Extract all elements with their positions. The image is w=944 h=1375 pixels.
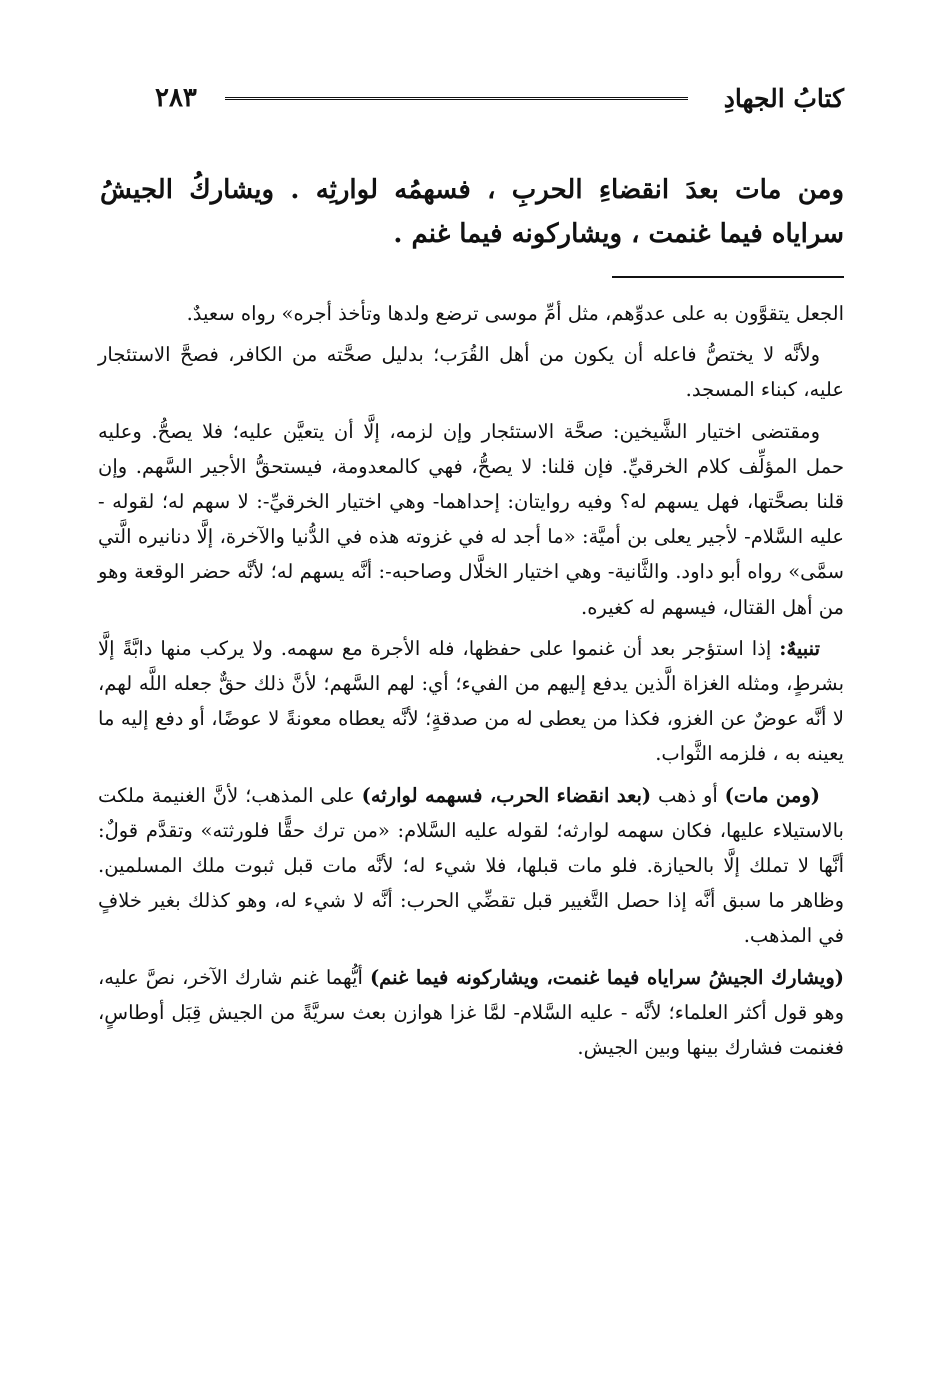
header-rule bbox=[225, 97, 688, 100]
note-label: تنبيهٌ: bbox=[779, 636, 820, 660]
footnote-separator bbox=[612, 276, 844, 278]
page-number: ٢٨٣ bbox=[155, 83, 197, 113]
page-header bbox=[155, 78, 844, 118]
commentary-paragraph: ومقتضى اختيار الشَّيخين: صحَّة الاستئجار وإن لزمه، إلَّا أن يتعيَّن عليه؛ فلا يصحُّ. وعليه حمل المؤلِّف كلام الخرقيِّ. فإن قلنا: لا يصحُّ، فهي كالمعدومة، فيستحقُّ الأجير السَّهم. وإن قلنا بصحَّتها، فهل يسهم له؟ وفيه روايتان: إحداهما- وهي اختيار الخرقيِّ-: لا سهم له؛ لقوله - عليه السَّلام- لأجير يعلى بن أميَّة: «ما أجد له في غزوته هذه في الدُّنيا والآخرة، إلَّا دنانيره الَّتي سمَّى» رواه أبو داود. والثَّانية- وهي اختيار الخلَّال وصاحبه-: أنَّه يسهم له؛ لأنَّه حضر الوقعة وهو من أهل القتال، فيسهم له كغيره. bbox=[98, 419, 844, 619]
commentary-text: على المذهب؛ لأنَّ الغنيمة ملكت بالاستيلاء عليها، فكان سهمه لوارثه؛ لقوله عليه السَّلام: «من ترك حقًّا فلورثته» وتقدَّم قولٌ: أنَّها لا تملك إلَّا بالحيازة. فلو مات قبلها، فلا شيء له؛ لأنَّه مات قبل ثبوت ملك المسلمين. وظاهر ما سبق أنَّه إذا حصل التَّغيير قبل تقضِّي الحرب: أنَّه لا شيء له، وهو كذلك بغير خلافٍ في المذهب. bbox=[98, 783, 844, 948]
main-text: ومن مات بعدَ انقضاءِ الحربِ ، فسهمُه لوارثِه . ويشاركُ الجيشُ سراياه فيما غنمت ، ويشاركونه فيما غنم . bbox=[100, 175, 844, 249]
quoted-matn: (بعد انقضاء الحرب، فسهمه لوارثه) bbox=[361, 783, 652, 807]
note-text: إذا استؤجر بعد أن غنموا على حفظها، فله الأجرة مع سهمه. ولا يركب منها دابَّةً إلَّا بشرطٍ، ومثله الغزاة الَّذين يدفع إليهم من الفيء؛ أي: لهم السَّهم؛ لأنَّ ذلك حقٌّ جعله اللَّه لهم، لا أنَّه عوضٌ عن الغزو، فكذا من يعطى له من صدقةٍ؛ لأنَّه يعطاه معونةً لا عوضًا، أو دفع إليه ما يعينه به ، فلزمه الثَّواب. bbox=[98, 636, 844, 766]
commentary-paragraph bbox=[98, 960, 844, 1066]
commentary bbox=[98, 296, 844, 1071]
quoted-matn: (ويشارك الجيشُ سراياه فيما غنمت، ويشاركونه فيما غنم) bbox=[369, 965, 844, 989]
commentary-paragraph bbox=[98, 778, 844, 954]
commentary-paragraph: ولأنَّه لا يختصُّ فاعله أن يكون من أهل القُرَب؛ بدليل صحَّته من الكافر، فصحَّ الاستئجار عليه، كبناء المسجد. bbox=[98, 343, 844, 402]
commentary-paragraph: الجعل يتقوَّون به على عدوِّهم، مثل أمِّ موسى ترضع ولدها وتأخذ أجره» رواه سعيدٌ. bbox=[186, 302, 844, 325]
commentary-text: أيُّهما غنم شارك الآخر، نصَّ عليه، وهو قول أكثر العلماء؛ لأنَّه - عليه السَّلام- لمَّا غزا هوازن بعث سريَّةً من الجيش قِبَل أوطاسٍ، فغنمت فشارك بينها وبين الجيش. bbox=[98, 965, 844, 1060]
quoted-matn: (ومن مات) bbox=[724, 783, 820, 807]
commentary-text: أو ذهب bbox=[651, 783, 725, 807]
commentary-paragraph bbox=[98, 631, 844, 772]
running-title: كتابُ الجهادِ bbox=[723, 83, 844, 113]
